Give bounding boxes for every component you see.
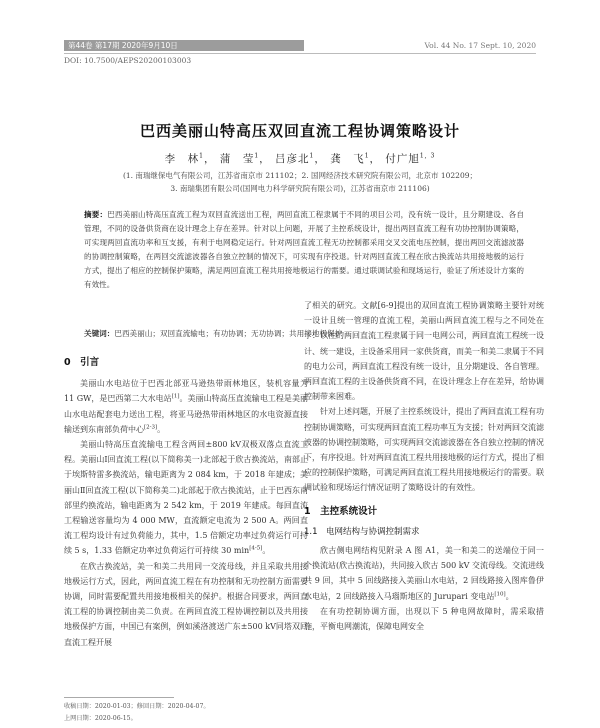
section-heading: 0 引言 [64, 357, 100, 368]
body-paragraph: 在欣古换流站，美一和美二共用同一交流母线，并且采取共用接地极运行方式，因此，两回直流工程在有功控制和无功控制方面需要协调，同时需要配置共用接地极相关的保护。根据合同要求，两回直流工程的协调控制由美二负责。在两回直流工程协调控制以及共用接地极保护方面，中国已有案例，例如溪洛渡送广东±500 kV同塔双回直流工程开展 [64, 561, 308, 647]
subsection-heading: 1.1 电网结构与协调控制需求 [304, 526, 420, 537]
author-name: 李 林 [164, 153, 200, 165]
citation: [1] [171, 393, 180, 400]
author-affiliation-mark: 1 [309, 152, 315, 160]
author-affiliation-mark: 1, 3 [419, 152, 436, 160]
footnote-rule [64, 697, 174, 698]
keywords-label: 关键词： [84, 329, 115, 338]
online-date: 上网日期：2020-06-15。 [64, 715, 137, 722]
journal-info-bar: 第44卷 第17期 2020年9月10日 [64, 40, 304, 51]
author-affiliation-mark: 1 [254, 152, 260, 160]
author-affiliation-mark: 1 [199, 152, 204, 160]
left-column [64, 355, 308, 650]
author-name: 付广旭 [385, 153, 420, 165]
keywords-text: 巴西美丽山；双回直流输电；有功协调；无功协调；共用接地极保护 [114, 329, 343, 338]
body-paragraph: 在有功控制协调方面，出现以下 5 种电网故障时，需采取措施，平衡电网潮流，保障电网安全 [304, 606, 544, 632]
volume-info: Vol. 44 No. 17 Sept. 10, 2020 [424, 41, 536, 50]
right-column [304, 298, 544, 634]
body-paragraph: 欣古侧电网结构见附录 A 图 A1，美一和美二的送端位于同一个换流站(欣古换流站)，共同接入欣古 500 kV 交流母线。交流进线共 9 回，其中 5 回线路接入美丽山水电站，2 回线路接入图库鲁伊水电站，2 回线路接入马瑙斯地区的 Jurupari 变电站[10]。 [304, 546, 544, 601]
body-paragraph: 美丽山特高压直流输电工程含两回±800 kV双极双落点直流工程。美丽山Ⅰ回直流工程(以下简称美一)北部起于欣古换流站，南部止于埃斯特雷多换流站，输电距离为 2 084 km，于 2018 年建成；美丽山Ⅱ回直流工程(以下简称美二)北部起于欣古换流站，止于巴西东南部里约换流站，输电距离为 2 542 km，于 2019 年建成。每回直流工程输送容量均为 4 000 MW，直流额定电流为 2 500 A。两回直流工程均设计有过负荷能力，其中，1.5 倍额定功率过负荷运行可持续 5 s，1.33 倍额定功率过负荷运行可持续 30 min[4-5]。 [64, 440, 308, 556]
citation: [10] [494, 591, 506, 597]
abstract [84, 208, 524, 292]
abstract-text: 巴西美丽山特高压直流工程为双回直流送出工程，两回直流工程隶属于不同的项目公司，没有统一设计，且分期建设、各自管理，不同的设备供货商在设计理念上存在差异。针对以上问题，开展了主控系统设计，提出两回直流工程有功协控制协调策略，可实现两回直流功率和互支援，有利于电网稳定运行。针对两回直流工程无功控制都采用交叉交流电压控制，提出两回交流滤波器的协调控制策略，在两回交流滤波器各自独立控制的情况下，可实现有序投退。针对两回直流工程在欣古换流站共用接地极的运行方式，提出了相应的控制保护策略，满足两回直流工程共用接地极运行的需要。通过联调试验和现场运行，验证了所述设计方案的有效性。 [84, 210, 525, 289]
abstract-label: 摘要： [84, 210, 108, 219]
received-date: 收稿日期：2020-01-03；修回日期：2020-04-07。 [64, 703, 210, 710]
author-name: 吕彦北 [275, 153, 310, 165]
body-paragraph: 美丽山水电站位于巴西北部亚马逊热带雨林地区，装机容量为 11 GW，是巴西第二大水电站[1]。美丽山特高压直流输电工程是美丽山水电站配套电力送出工程，将亚马逊热带雨林地区的水电资源直接输送到东南部负荷中心[2-3]。 [64, 379, 308, 434]
citation: [4-5] [249, 545, 263, 552]
body-paragraph: 了相关的研究。文献[6-9]提出的双回直流工程协调策略主要针对统一设计且统一管理的直流工程，美丽山两回直流工程与之不同处在于：以往的两回直流工程隶属于同一电网公司，两回直流工程统一设计、统一建设，主设备采用同一家供货商，而美一和美二隶属于不同的电力公司，两回直流工程没有统一设计，且分期建设、各自管理。两回直流工程的主设备供货商不同，在设计理念上存在差异，给协调控制带来困难。 [304, 301, 544, 402]
header-rule [64, 53, 536, 54]
author-name: 蒲 莹 [219, 153, 255, 165]
author-list: 李 林$^1$， 蒲 莹$^1$， 吕彦北$^1$， 龚 飞$^1$， 付广旭$^{1, 3}$ [164, 152, 436, 165]
section-heading: 1 主控系统设计 [304, 505, 378, 517]
affiliation-line: 3. 南瑞集团有限公司(国网电力科学研究院有限公司)，江苏省南京市 211106) [170, 184, 430, 193]
affiliation-line: (1. 南瑞继保电气有限公司，江苏省南京市 211102；2. 国网经济技术研究院有限公司，北京市 102209； [122, 171, 478, 180]
doi: DOI: 10.7500/AEPS20200103003 [64, 56, 192, 65]
body-paragraph: 针对上述问题，开展了主控系统设计，提出了两回直流工程有功控制协调策略，可实现两回直流工程功率互为支援；针对两回交流滤波器的协调控制策略，可实现两回交流滤波器在各自独立控制的情况下，有序投退。针对两回直流工程共用接地极的运行方式，提出了相应的控制保护策略，可满足两回直流工程共用接地极运行的需要。联调试验和现场运行情况证明了策略设计的有效性。 [304, 407, 544, 493]
author-name: 龚 飞 [330, 153, 365, 165]
author-affiliation-mark: 1 [364, 152, 370, 160]
citation: [2-3] [144, 424, 158, 431]
paper-title: 巴西美丽山特高压双回直流工程协调策略设计 [139, 122, 460, 140]
